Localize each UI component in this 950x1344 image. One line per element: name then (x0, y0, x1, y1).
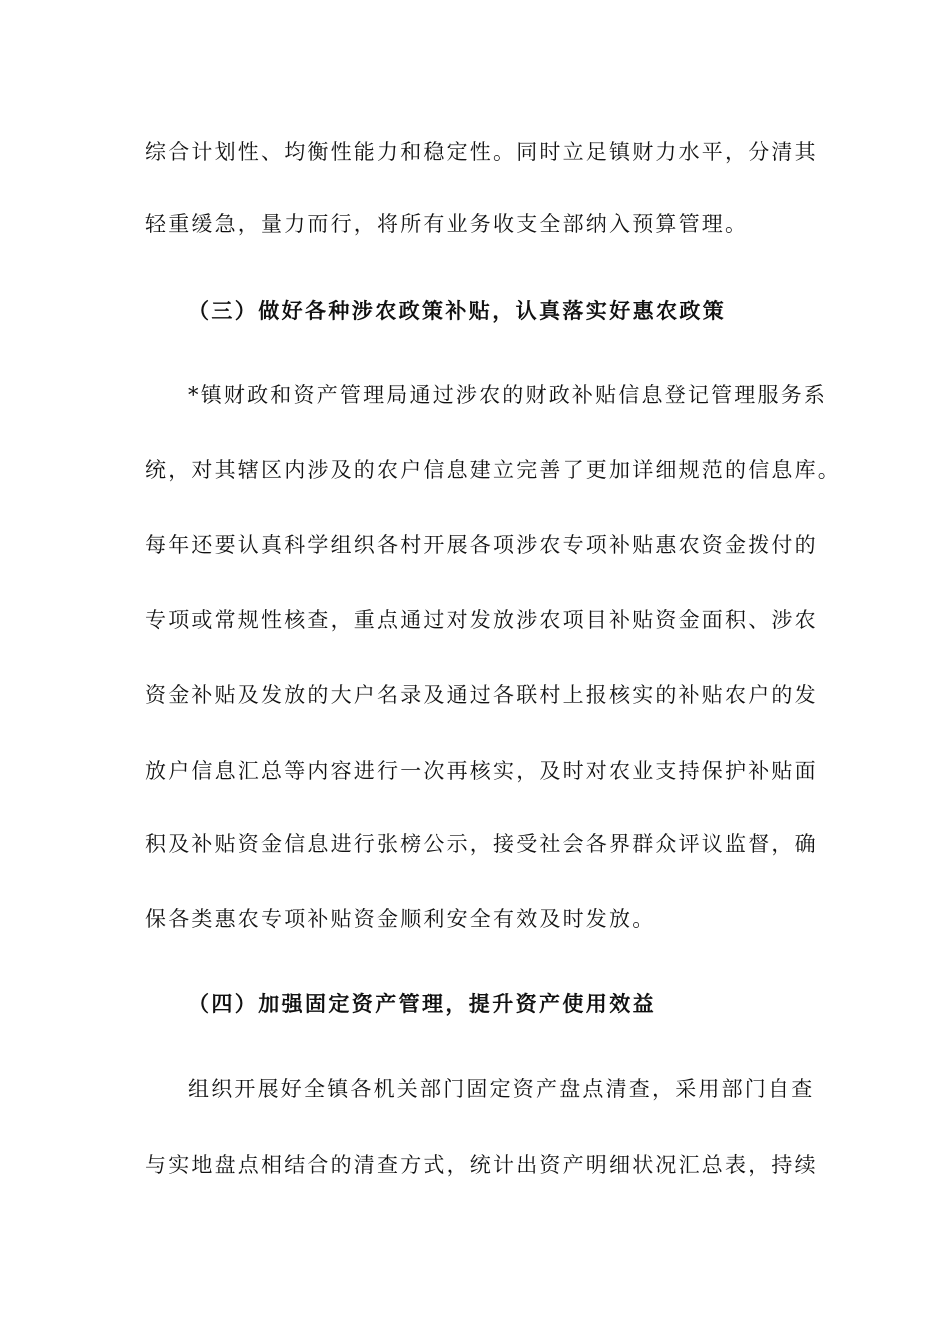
paragraph-line: 保各类惠农专项补贴资金顺利安全有效及时发放。 (145, 907, 656, 931)
paragraph-line: 专项或常规性核查，重点通过对发放涉农项目补贴资金面积、涉农 (145, 608, 818, 632)
paragraph-line: 轻重缓急，量力而行，将所有业务收支全部纳入预算管理。 (145, 212, 749, 236)
paragraph-line: 综合计划性、均衡性能力和稳定性。同时立足镇财力水平，分清其 (145, 140, 818, 164)
section-heading-3: （三）做好各种涉农政策补贴，认真落实好惠农政策 (188, 298, 727, 323)
paragraph-line: *镇财政和资产管理局通过涉农的财政补贴信息登记管理服务系 (188, 383, 828, 407)
paragraph-line: 组织开展好全镇各机关部门固定资产盘点清查，采用部门自查 (188, 1077, 815, 1101)
paragraph-line: 放户信息汇总等内容进行一次再核实，及时对农业支持保护补贴面 (145, 759, 818, 783)
paragraph-line: 每年还要认真科学组织各村开展各项涉农专项补贴惠农资金拨付的 (145, 533, 818, 557)
paragraph-line: 与实地盘点相结合的清查方式，统计出资产明细状况汇总表，持续 (145, 1153, 818, 1177)
paragraph-line: 积及补贴资金信息进行张榜公示，接受社会各界群众评议监督，确 (145, 832, 818, 856)
section-heading-4: （四）加强固定资产管理，提升资产使用效益 (188, 991, 656, 1016)
paragraph-line: 统，对其辖区内涉及的农户信息建立完善了更加详细规范的信息库。 (145, 458, 841, 482)
paragraph-line: 资金补贴及发放的大户名录及通过各联村上报核实的补贴农户的发 (145, 683, 818, 707)
